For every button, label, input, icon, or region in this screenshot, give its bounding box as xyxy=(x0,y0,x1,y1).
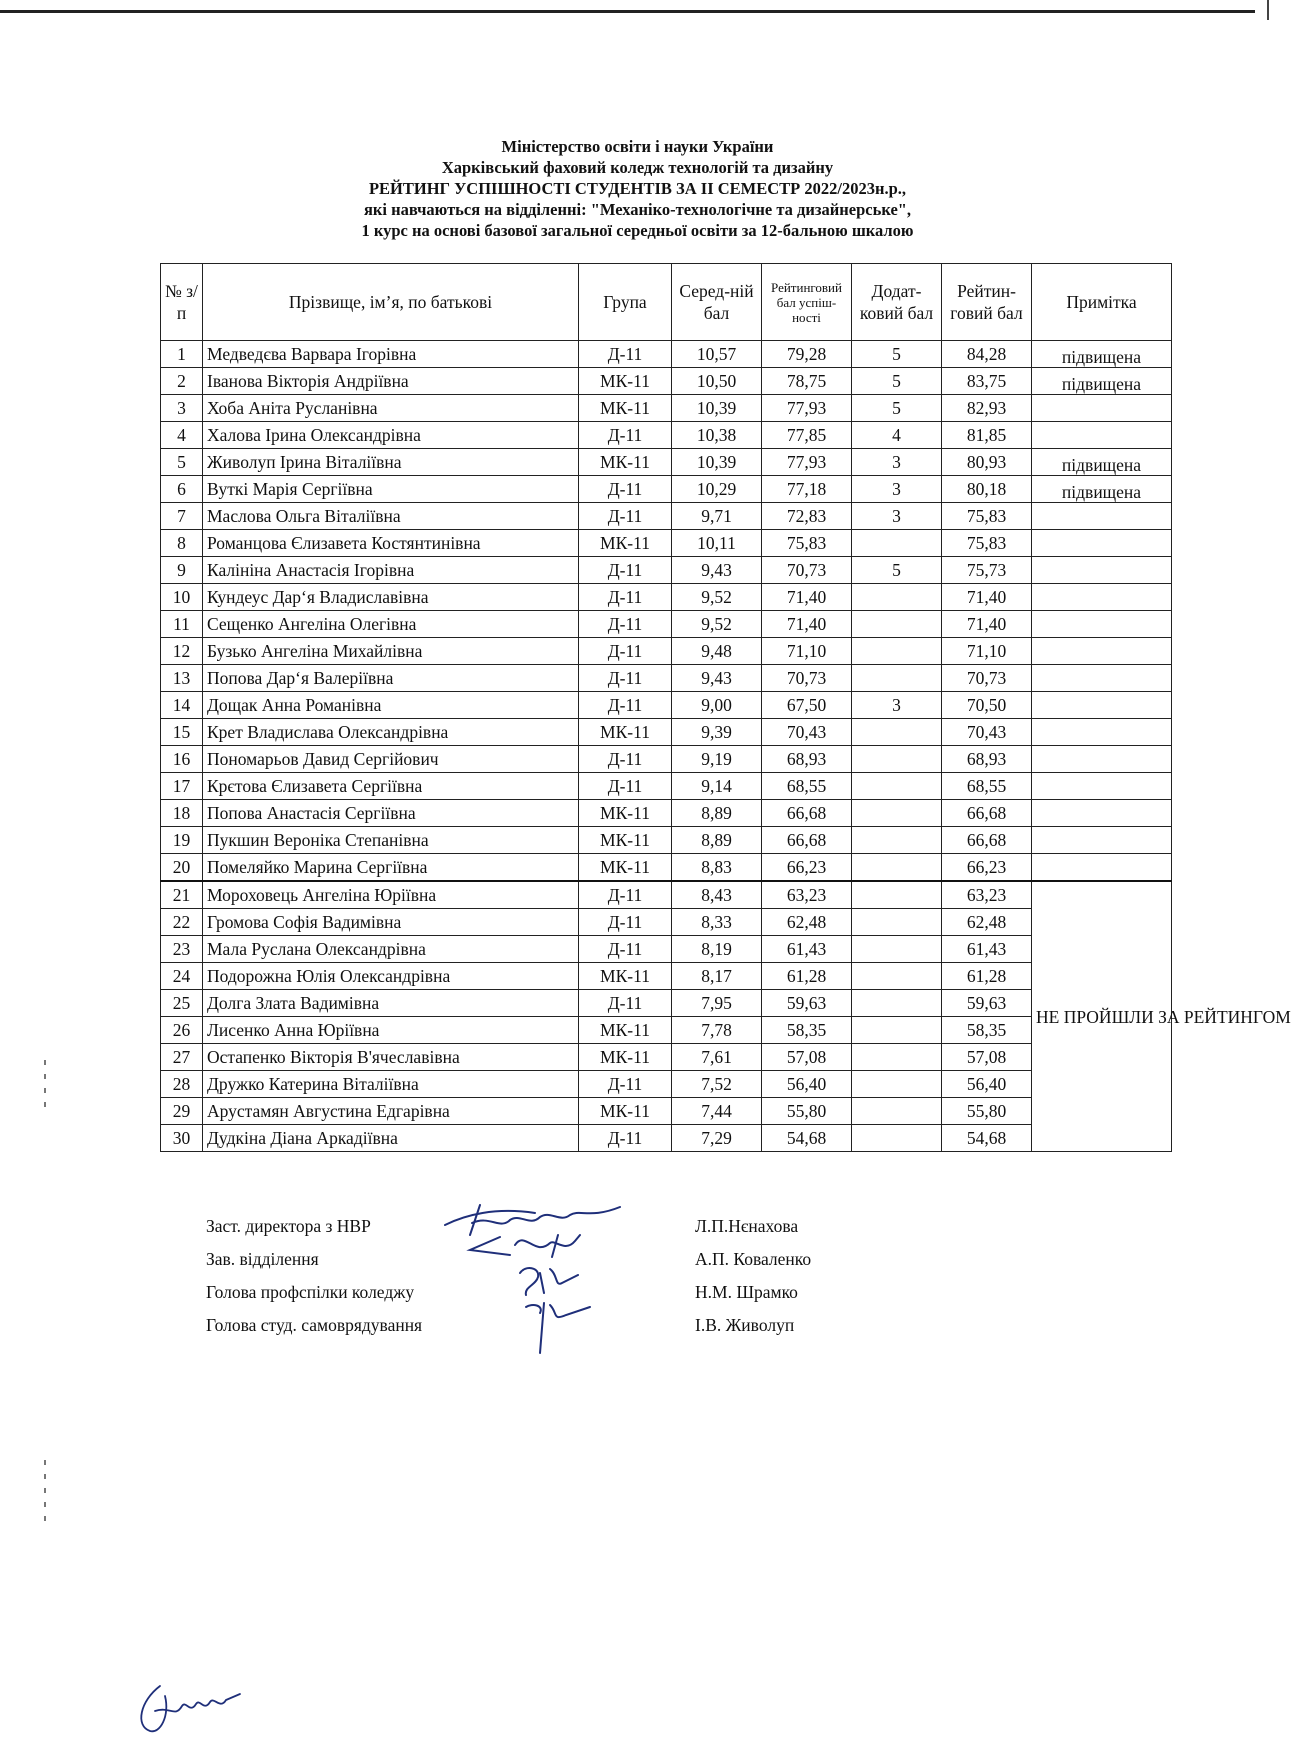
cell-avg: 9,48 xyxy=(672,638,762,665)
cell-num: 16 xyxy=(161,746,203,773)
cell-rating: 58,35 xyxy=(942,1017,1032,1044)
cell-avg: 9,39 xyxy=(672,719,762,746)
cell-num: 25 xyxy=(161,990,203,1017)
cell-extra: 5 xyxy=(852,557,942,584)
cell-group: Д-11 xyxy=(579,341,672,368)
cell-rating: 84,28 xyxy=(942,341,1032,368)
table-row xyxy=(161,1071,1172,1098)
cell-num: 30 xyxy=(161,1125,203,1152)
cell-group: МК-11 xyxy=(579,719,672,746)
cell-note: підвищена xyxy=(1032,368,1172,395)
cell-avg: 9,43 xyxy=(672,665,762,692)
cell-group: Д-11 xyxy=(579,638,672,665)
cell-name: Іванова Вікторія Андріївна xyxy=(203,368,579,395)
cell-extra xyxy=(852,584,942,611)
cell-num: 8 xyxy=(161,530,203,557)
cell-group: МК-11 xyxy=(579,1017,672,1044)
cell-rating: 82,93 xyxy=(942,395,1032,422)
cell-rating: 71,40 xyxy=(942,611,1032,638)
table-row xyxy=(161,530,1172,557)
cell-note: підвищена xyxy=(1032,449,1172,476)
role-union-head: Голова профспілки коледжу xyxy=(206,1282,415,1302)
cell-extra xyxy=(852,638,942,665)
cell-name: Громова Софія Вадимівна xyxy=(203,909,579,936)
department-line: які навчаються на відділенні: "Механіко-технологічне та дизайнерське", xyxy=(363,200,912,219)
cell-num: 9 xyxy=(161,557,203,584)
cell-rating: 56,40 xyxy=(942,1071,1032,1098)
ministry-line: Міністерство освіти і науки України xyxy=(501,137,774,156)
cell-name: Подорожна Юлія Олександрівна xyxy=(203,963,579,990)
table-row xyxy=(161,422,1172,449)
cell-rating-success: 77,93 xyxy=(762,395,852,422)
cell-name: Живолуп Ірина Віталіївна xyxy=(203,449,579,476)
cell-note xyxy=(1032,773,1172,800)
cell-rating: 68,93 xyxy=(942,746,1032,773)
cell-num: 22 xyxy=(161,909,203,936)
cell-rating-success: 63,23 xyxy=(762,881,852,909)
cell-avg: 10,39 xyxy=(672,449,762,476)
signature-roles xyxy=(206,1210,422,1342)
table-row xyxy=(161,881,1172,909)
cell-rating-success: 70,73 xyxy=(762,557,852,584)
cell-note xyxy=(1032,530,1172,557)
cell-avg: 7,52 xyxy=(672,1071,762,1098)
cell-name: Крет Владислава Олександрівна xyxy=(203,719,579,746)
cell-name: Пономарьов Давид Сергійович xyxy=(203,746,579,773)
cell-name: Медведєва Варвара Ігорівна xyxy=(203,341,579,368)
cell-num: 15 xyxy=(161,719,203,746)
name-union-head: Н.М. Шрамко xyxy=(695,1282,798,1302)
cell-num: 10 xyxy=(161,584,203,611)
cell-group: Д-11 xyxy=(579,422,672,449)
cell-rating-success: 68,55 xyxy=(762,773,852,800)
name-deputy-director: Л.П.Нєнахова xyxy=(695,1216,799,1236)
cell-num: 27 xyxy=(161,1044,203,1071)
cell-avg: 9,52 xyxy=(672,611,762,638)
cell-num: 29 xyxy=(161,1098,203,1125)
cell-note-not-passed: НЕ ПРОЙШЛИ ЗА РЕЙТИНГОМ xyxy=(1032,881,1172,1152)
role-student-head: Голова студ. самоврядування xyxy=(206,1315,423,1335)
scan-margin-dots-lower xyxy=(44,1460,47,1530)
table-row xyxy=(161,638,1172,665)
cell-extra: 5 xyxy=(852,395,942,422)
cell-note xyxy=(1032,746,1172,773)
cell-num: 7 xyxy=(161,503,203,530)
table-row xyxy=(161,1044,1172,1071)
cell-num: 14 xyxy=(161,692,203,719)
cell-extra: 5 xyxy=(852,368,942,395)
cell-rating: 57,08 xyxy=(942,1044,1032,1071)
table-row xyxy=(161,1098,1172,1125)
cell-name: Пукшин Вероніка Степанівна xyxy=(203,827,579,854)
cell-avg: 7,95 xyxy=(672,990,762,1017)
cell-rating-success: 61,28 xyxy=(762,963,852,990)
cell-name: Кундеус Дар‘я Владиславівна xyxy=(203,584,579,611)
cell-extra xyxy=(852,530,942,557)
table-row xyxy=(161,503,1172,530)
cell-rating-success: 55,80 xyxy=(762,1098,852,1125)
cell-rating-success: 75,83 xyxy=(762,530,852,557)
cell-num: 1 xyxy=(161,341,203,368)
cell-rating-success: 68,93 xyxy=(762,746,852,773)
cell-rating-success: 67,50 xyxy=(762,692,852,719)
cell-num: 26 xyxy=(161,1017,203,1044)
cell-group: Д-11 xyxy=(579,1071,672,1098)
cell-extra xyxy=(852,1017,942,1044)
cell-num: 4 xyxy=(161,422,203,449)
table-row xyxy=(161,584,1172,611)
cell-name: Маслова Ольга Віталіївна xyxy=(203,503,579,530)
cell-name: Вуткі Марія Сергіївна xyxy=(203,476,579,503)
cell-name: Мала Руслана Олександрівна xyxy=(203,936,579,963)
cell-num: 2 xyxy=(161,368,203,395)
table-row xyxy=(161,341,1172,368)
cell-note xyxy=(1032,692,1172,719)
cell-rating-success: 57,08 xyxy=(762,1044,852,1071)
cell-num: 6 xyxy=(161,476,203,503)
table-row xyxy=(161,854,1172,882)
cell-extra xyxy=(852,881,942,909)
cell-note xyxy=(1032,422,1172,449)
cell-avg: 7,44 xyxy=(672,1098,762,1125)
cell-extra: 5 xyxy=(852,341,942,368)
cell-num: 12 xyxy=(161,638,203,665)
cell-name: Помеляйко Марина Сергіївна xyxy=(203,854,579,882)
cell-group: МК-11 xyxy=(579,395,672,422)
cell-name: Арустамян Августина Едгарівна xyxy=(203,1098,579,1125)
cell-rating: 75,83 xyxy=(942,503,1032,530)
cell-name: Хоба Аніта Русланівна xyxy=(203,395,579,422)
cell-rating-success: 62,48 xyxy=(762,909,852,936)
cell-rating: 68,55 xyxy=(942,773,1032,800)
cell-extra: 3 xyxy=(852,449,942,476)
cell-rating: 81,85 xyxy=(942,422,1032,449)
cell-rating: 71,40 xyxy=(942,584,1032,611)
cell-group: Д-11 xyxy=(579,503,672,530)
cell-rating-success: 71,40 xyxy=(762,611,852,638)
table-row xyxy=(161,719,1172,746)
table-row xyxy=(161,746,1172,773)
col-header-name: Прізвище, ім’я, по батькові xyxy=(203,264,579,341)
cell-name: Бузько Ангеліна Михайлівна xyxy=(203,638,579,665)
cell-extra xyxy=(852,773,942,800)
cell-rating: 80,18 xyxy=(942,476,1032,503)
cell-group: МК-11 xyxy=(579,1098,672,1125)
cell-rating-success: 71,10 xyxy=(762,638,852,665)
table-body xyxy=(161,341,1291,1152)
cell-avg: 9,14 xyxy=(672,773,762,800)
signature-names xyxy=(695,1210,811,1342)
cell-num: 19 xyxy=(161,827,203,854)
table-row xyxy=(161,773,1172,800)
cell-group: МК-11 xyxy=(579,827,672,854)
cell-group: МК-11 xyxy=(579,963,672,990)
cell-extra xyxy=(852,746,942,773)
scan-right-edge xyxy=(1267,0,1269,20)
cell-num: 24 xyxy=(161,963,203,990)
cell-rating: 59,63 xyxy=(942,990,1032,1017)
college-line: Харківський фаховий коледж технологій та дизайну xyxy=(441,158,834,177)
scan-margin-dots xyxy=(44,1060,47,1116)
cell-group: Д-11 xyxy=(579,909,672,936)
rating-table xyxy=(160,263,1291,1152)
cell-num: 11 xyxy=(161,611,203,638)
cell-group: Д-11 xyxy=(579,665,672,692)
col-header-group: Група xyxy=(579,264,672,341)
col-header-avg: Серед-ній бал xyxy=(672,264,762,341)
cell-num: 3 xyxy=(161,395,203,422)
cell-group: МК-11 xyxy=(579,368,672,395)
cell-group: МК-11 xyxy=(579,854,672,882)
cell-note xyxy=(1032,854,1172,882)
cell-avg: 7,61 xyxy=(672,1044,762,1071)
cell-rating: 66,23 xyxy=(942,854,1032,882)
cell-extra xyxy=(852,665,942,692)
cell-extra xyxy=(852,800,942,827)
cell-rating: 70,50 xyxy=(942,692,1032,719)
name-student-head: І.В. Живолуп xyxy=(695,1315,795,1335)
cell-extra xyxy=(852,854,942,882)
cell-avg: 10,39 xyxy=(672,395,762,422)
handwritten-signatures xyxy=(440,1195,640,1365)
col-header-num: № з/п xyxy=(161,264,203,341)
cell-rating: 75,83 xyxy=(942,530,1032,557)
cell-rating-success: 66,68 xyxy=(762,800,852,827)
cell-rating-success: 77,85 xyxy=(762,422,852,449)
cell-num: 20 xyxy=(161,854,203,882)
cell-avg: 10,29 xyxy=(672,476,762,503)
cell-extra: 3 xyxy=(852,476,942,503)
cell-avg: 9,52 xyxy=(672,584,762,611)
cell-rating-success: 56,40 xyxy=(762,1071,852,1098)
cell-extra xyxy=(852,990,942,1017)
cell-num: 21 xyxy=(161,881,203,909)
cell-group: Д-11 xyxy=(579,990,672,1017)
cell-name: Мороховець Ангеліна Юріївна xyxy=(203,881,579,909)
cell-rating: 66,68 xyxy=(942,800,1032,827)
cell-extra xyxy=(852,963,942,990)
table-header-row xyxy=(161,264,1172,341)
cell-name: Сещенко Ангеліна Олегівна xyxy=(203,611,579,638)
cell-note xyxy=(1032,611,1172,638)
cell-note xyxy=(1032,827,1172,854)
cell-extra xyxy=(852,827,942,854)
table-row xyxy=(161,963,1172,990)
cell-note: підвищена xyxy=(1032,341,1172,368)
cell-extra xyxy=(852,1125,942,1152)
cell-avg: 10,50 xyxy=(672,368,762,395)
cell-name: Остапенко Вікторія В'ячеславівна xyxy=(203,1044,579,1071)
table-row xyxy=(161,476,1172,503)
cell-rating-success: 72,83 xyxy=(762,503,852,530)
role-department-head: Зав. відділення xyxy=(206,1249,319,1269)
cell-group: Д-11 xyxy=(579,936,672,963)
cell-rating-success: 70,43 xyxy=(762,719,852,746)
cell-group: МК-11 xyxy=(579,449,672,476)
cell-rating-success: 59,63 xyxy=(762,990,852,1017)
cell-extra: 4 xyxy=(852,422,942,449)
cell-avg: 9,71 xyxy=(672,503,762,530)
cell-rating-success: 66,68 xyxy=(762,827,852,854)
cell-rating-success: 77,93 xyxy=(762,449,852,476)
cell-avg: 10,38 xyxy=(672,422,762,449)
cell-note xyxy=(1032,557,1172,584)
cell-avg: 8,89 xyxy=(672,827,762,854)
table-row xyxy=(161,395,1172,422)
table-row xyxy=(161,692,1172,719)
cell-extra xyxy=(852,1044,942,1071)
cell-name: Попова Дар‘я Валеріївна xyxy=(203,665,579,692)
cell-name: Дудкіна Діана Аркадіївна xyxy=(203,1125,579,1152)
table-row xyxy=(161,827,1172,854)
table-row xyxy=(161,936,1172,963)
cell-note xyxy=(1032,800,1172,827)
cell-rating-success: 79,28 xyxy=(762,341,852,368)
cell-extra xyxy=(852,909,942,936)
cell-name: Дощак Анна Романівна xyxy=(203,692,579,719)
role-deputy-director: Заст. директора з НВР xyxy=(206,1216,371,1236)
cell-group: Д-11 xyxy=(579,584,672,611)
cell-avg: 10,11 xyxy=(672,530,762,557)
cell-rating: 71,10 xyxy=(942,638,1032,665)
cell-rating: 63,23 xyxy=(942,881,1032,909)
table-row xyxy=(161,368,1172,395)
cell-note xyxy=(1032,665,1172,692)
cell-name: Лисенко Анна Юріївна xyxy=(203,1017,579,1044)
document-header xyxy=(0,136,1275,241)
cell-extra xyxy=(852,611,942,638)
cell-rating: 61,28 xyxy=(942,963,1032,990)
table-row xyxy=(161,665,1172,692)
cell-rating-success: 77,18 xyxy=(762,476,852,503)
cell-rating: 55,80 xyxy=(942,1098,1032,1125)
cell-num: 18 xyxy=(161,800,203,827)
cell-group: Д-11 xyxy=(579,773,672,800)
cell-rating: 75,73 xyxy=(942,557,1032,584)
cell-group: Д-11 xyxy=(579,611,672,638)
cell-rating: 70,73 xyxy=(942,665,1032,692)
table-row xyxy=(161,990,1172,1017)
cell-avg: 7,78 xyxy=(672,1017,762,1044)
cell-note: підвищена xyxy=(1032,476,1172,503)
cell-group: Д-11 xyxy=(579,476,672,503)
cell-group: Д-11 xyxy=(579,746,672,773)
cell-extra xyxy=(852,719,942,746)
cell-group: Д-11 xyxy=(579,1125,672,1152)
cell-rating-success: 70,73 xyxy=(762,665,852,692)
cell-rating-success: 78,75 xyxy=(762,368,852,395)
cell-rating-success: 71,40 xyxy=(762,584,852,611)
cell-rating: 83,75 xyxy=(942,368,1032,395)
cell-avg: 8,19 xyxy=(672,936,762,963)
cell-avg: 10,57 xyxy=(672,341,762,368)
cell-note xyxy=(1032,638,1172,665)
cell-num: 23 xyxy=(161,936,203,963)
cell-group: МК-11 xyxy=(579,530,672,557)
bottom-signature xyxy=(130,1676,250,1736)
cell-group: Д-11 xyxy=(579,557,672,584)
cell-rating: 80,93 xyxy=(942,449,1032,476)
table-row xyxy=(161,449,1172,476)
cell-name: Халова Ірина Олександрівна xyxy=(203,422,579,449)
table-row xyxy=(161,800,1172,827)
cell-note xyxy=(1032,719,1172,746)
cell-avg: 9,00 xyxy=(672,692,762,719)
cell-avg: 8,43 xyxy=(672,881,762,909)
cell-note xyxy=(1032,584,1172,611)
cell-name: Дружко Катерина Віталіївна xyxy=(203,1071,579,1098)
table-row xyxy=(161,1125,1172,1152)
cell-group: МК-11 xyxy=(579,1044,672,1071)
col-header-extra: Додат-ковий бал xyxy=(852,264,942,341)
cell-extra xyxy=(852,1071,942,1098)
name-department-head: А.П. Коваленко xyxy=(695,1249,812,1269)
cell-name: Крєтова Єлизавета Сергіївна xyxy=(203,773,579,800)
cell-name: Долга Злата Вадимівна xyxy=(203,990,579,1017)
cell-group: Д-11 xyxy=(579,881,672,909)
cell-note xyxy=(1032,503,1172,530)
table-row xyxy=(161,557,1172,584)
document-title: РЕЙТИНГ УСПІШНОСТІ СТУДЕНТІВ ЗА ІІ СЕМЕСТР 2022/2023н.р., xyxy=(368,179,907,198)
cell-avg: 9,43 xyxy=(672,557,762,584)
scan-top-edge xyxy=(0,10,1255,13)
cell-group: Д-11 xyxy=(579,692,672,719)
cell-rating: 62,48 xyxy=(942,909,1032,936)
cell-avg: 8,17 xyxy=(672,963,762,990)
table-row xyxy=(161,1017,1172,1044)
cell-rating-success: 66,23 xyxy=(762,854,852,882)
cell-avg: 7,29 xyxy=(672,1125,762,1152)
cell-group: МК-11 xyxy=(579,800,672,827)
cell-num: 5 xyxy=(161,449,203,476)
col-header-rating-success: Рейтинговий бал успіш-ності xyxy=(762,264,852,341)
cell-rating-success: 58,35 xyxy=(762,1017,852,1044)
cell-rating: 66,68 xyxy=(942,827,1032,854)
cell-avg: 8,33 xyxy=(672,909,762,936)
course-line: 1 курс на основі базової загальної середньої освіти за 12-бальною шкалою xyxy=(361,221,914,240)
cell-num: 13 xyxy=(161,665,203,692)
table-row xyxy=(161,611,1172,638)
cell-avg: 8,83 xyxy=(672,854,762,882)
cell-note xyxy=(1032,395,1172,422)
cell-rating: 54,68 xyxy=(942,1125,1032,1152)
cell-num: 28 xyxy=(161,1071,203,1098)
cell-extra xyxy=(852,1098,942,1125)
cell-rating-success: 54,68 xyxy=(762,1125,852,1152)
cell-rating-success: 61,43 xyxy=(762,936,852,963)
cell-extra xyxy=(852,936,942,963)
cell-name: Калініна Анастасія Ігорівна xyxy=(203,557,579,584)
cell-name: Попова Анастасія Сергіївна xyxy=(203,800,579,827)
cell-avg: 8,89 xyxy=(672,800,762,827)
cell-rating: 61,43 xyxy=(942,936,1032,963)
cell-extra: 3 xyxy=(852,692,942,719)
cell-name: Романцова Єлизавета Костянтинівна xyxy=(203,530,579,557)
table-row xyxy=(161,909,1172,936)
cell-extra: 3 xyxy=(852,503,942,530)
col-header-rating: Рейтин-говий бал xyxy=(942,264,1032,341)
cell-rating: 70,43 xyxy=(942,719,1032,746)
cell-avg: 9,19 xyxy=(672,746,762,773)
cell-num: 17 xyxy=(161,773,203,800)
col-header-note: Примітка xyxy=(1032,264,1172,341)
